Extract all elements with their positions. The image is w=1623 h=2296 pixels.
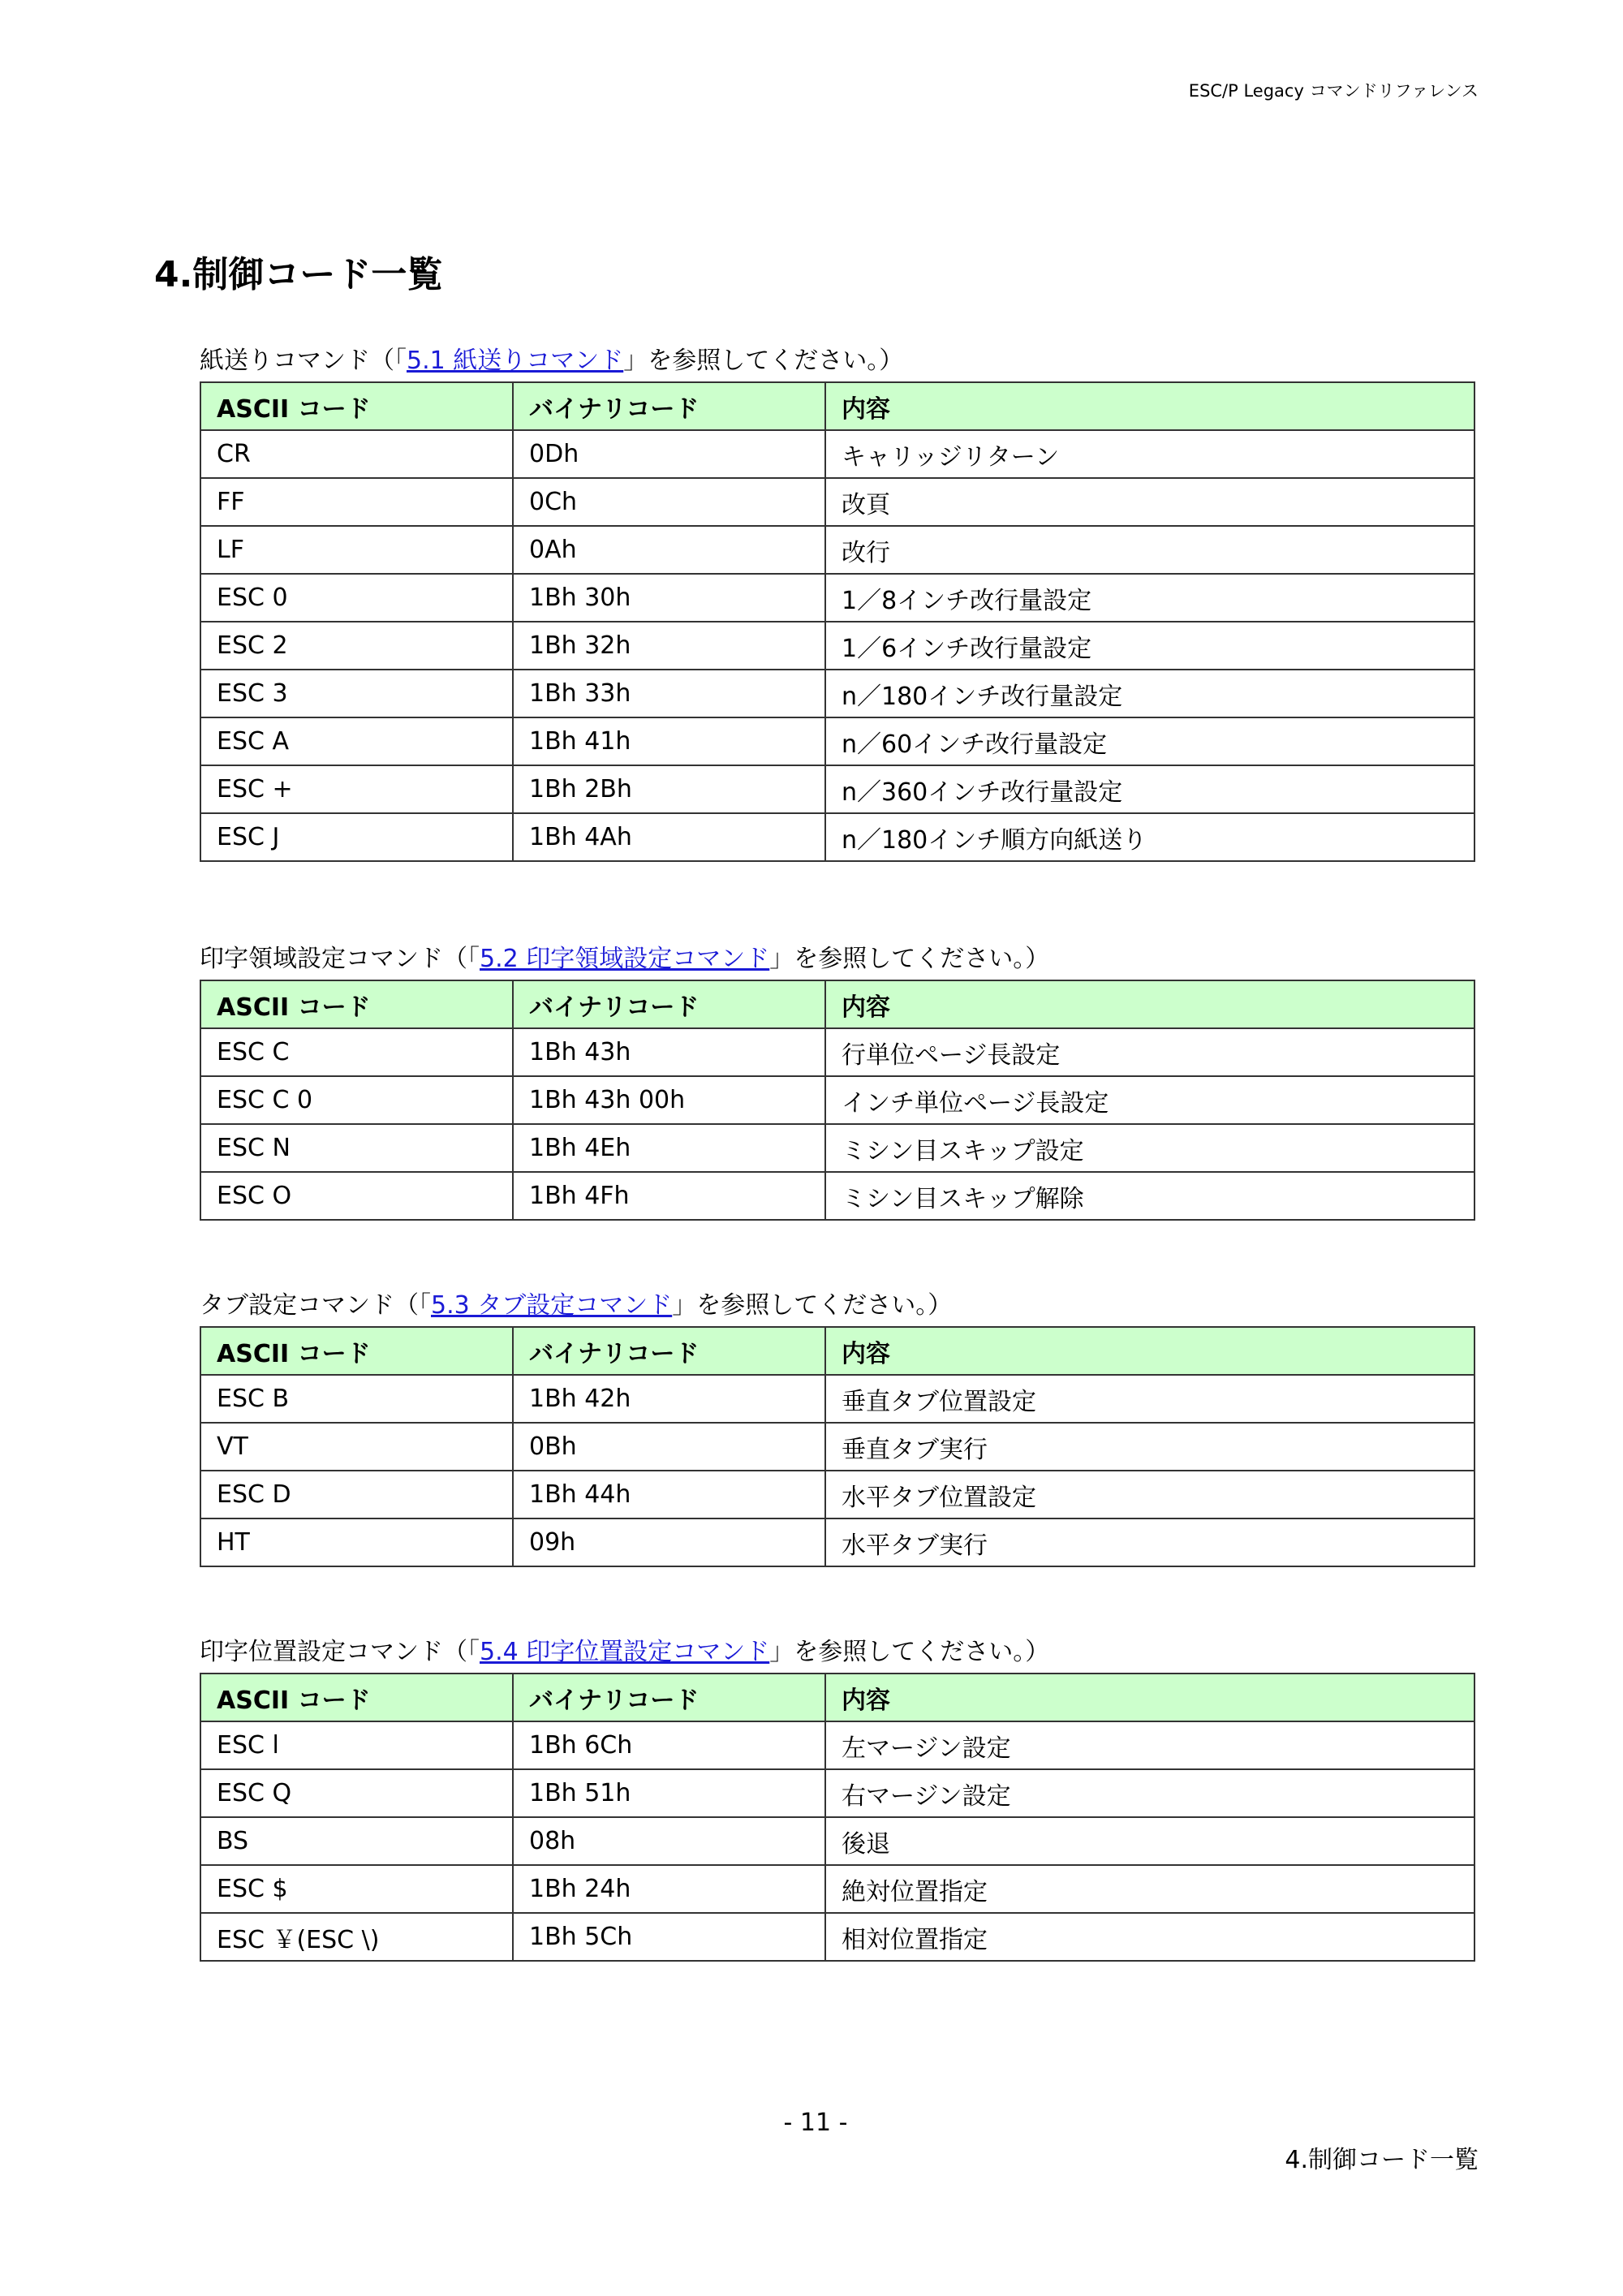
table-row [200, 717, 1474, 765]
binary-code-cell: 1Bh 4Fh [513, 1172, 825, 1220]
ascii-code-cell: ESC + [200, 765, 513, 813]
description-cell: n／180インチ順方向紙送り [825, 813, 1474, 861]
binary-code-cell: 1Bh 6Ch [513, 1721, 825, 1769]
binary-code-cell: 1Bh 42h [513, 1375, 825, 1423]
description-cell: n／60インチ改行量設定 [825, 717, 1474, 765]
table-row [200, 1817, 1474, 1865]
control-code-table [200, 1673, 1475, 1962]
column-header-binary: バイナリコード [513, 1327, 825, 1375]
section-reference-link[interactable]: 5.1 紙送りコマンド [407, 347, 624, 375]
description-cell: 1／6インチ改行量設定 [825, 622, 1474, 670]
description-cell: 左マージン設定 [825, 1721, 1474, 1769]
binary-code-cell: 1Bh 44h [513, 1471, 825, 1518]
table-row [200, 1076, 1474, 1124]
section-reference-link[interactable]: 5.2 印字領域設定コマンド [480, 945, 770, 973]
description-cell: 垂直タブ実行 [825, 1423, 1474, 1471]
binary-code-cell: 0Ch [513, 478, 825, 526]
section-paper-feed [200, 346, 1474, 862]
ascii-code-cell: ESC Q [200, 1769, 513, 1817]
table-row [200, 670, 1474, 717]
section-print-area [200, 944, 1474, 1221]
binary-code-cell: 1Bh 43h [513, 1028, 825, 1076]
description-cell: 改頁 [825, 478, 1474, 526]
column-header-description: 内容 [825, 382, 1474, 430]
column-header-binary: バイナリコード [513, 382, 825, 430]
caption-prefix: 印字位置設定コマンド（「 [200, 1638, 480, 1666]
binary-code-cell: 1Bh 33h [513, 670, 825, 717]
section-reference-link[interactable]: 5.3 タブ設定コマンド [431, 1291, 673, 1320]
section-print-position [200, 1637, 1474, 1962]
description-cell: 後退 [825, 1817, 1474, 1865]
ascii-code-cell: LF [200, 526, 513, 574]
ascii-code-cell: ESC 0 [200, 574, 513, 622]
ascii-code-cell: ESC l [200, 1721, 513, 1769]
description-cell: 行単位ページ長設定 [825, 1028, 1474, 1076]
ascii-code-cell: ESC J [200, 813, 513, 861]
description-cell: インチ単位ページ長設定 [825, 1076, 1474, 1124]
ascii-code-cell: ESC D [200, 1471, 513, 1518]
table-row [200, 430, 1474, 478]
ascii-code-cell: ESC C [200, 1028, 513, 1076]
page-number: - 11 - [783, 2109, 848, 2137]
binary-code-cell: 09h [513, 1518, 825, 1566]
table-row [200, 526, 1474, 574]
control-code-table [200, 381, 1475, 862]
caption-prefix: タブ設定コマンド（「 [200, 1291, 431, 1320]
table-row [200, 1423, 1474, 1471]
caption-suffix: 」を参照してください。） [769, 1638, 1050, 1666]
binary-code-cell: 0Ah [513, 526, 825, 574]
control-code-table [200, 1326, 1475, 1567]
table-row [200, 1172, 1474, 1220]
table-row [200, 1375, 1474, 1423]
table-row [200, 765, 1474, 813]
column-header-ascii: ASCII コード [200, 1327, 513, 1375]
caption-prefix: 紙送りコマンド（「 [200, 347, 407, 375]
column-header-description: 内容 [825, 1327, 1474, 1375]
description-cell: キャリッジリターン [825, 430, 1474, 478]
section-caption [200, 1637, 1474, 1668]
footer-chapter: 4.制御コード一覧 [1285, 2146, 1479, 2174]
caption-suffix: 」を参照してください。） [672, 1291, 953, 1320]
table-header-row [200, 382, 1474, 430]
ascii-code-cell: ESC $ [200, 1865, 513, 1913]
table-row [200, 1721, 1474, 1769]
ascii-code-cell: CR [200, 430, 513, 478]
table-row [200, 478, 1474, 526]
table-row [200, 1865, 1474, 1913]
description-cell: ミシン目スキップ設定 [825, 1124, 1474, 1172]
ascii-code-cell: ESC C 0 [200, 1076, 513, 1124]
description-cell: n／180インチ改行量設定 [825, 670, 1474, 717]
binary-code-cell: 1Bh 4Ah [513, 813, 825, 861]
table-header-row [200, 1327, 1474, 1375]
table-row [200, 1028, 1474, 1076]
section-caption [200, 1290, 1474, 1321]
column-header-binary: バイナリコード [513, 980, 825, 1028]
binary-code-cell: 1Bh 30h [513, 574, 825, 622]
control-code-table [200, 980, 1475, 1221]
binary-code-cell: 1Bh 24h [513, 1865, 825, 1913]
section-reference-link[interactable]: 5.4 印字位置設定コマンド [480, 1638, 770, 1666]
description-cell: 水平タブ実行 [825, 1518, 1474, 1566]
column-header-ascii: ASCII コード [200, 980, 513, 1028]
column-header-ascii: ASCII コード [200, 1674, 513, 1721]
description-cell: 垂直タブ位置設定 [825, 1375, 1474, 1423]
section-tab-settings [200, 1290, 1474, 1567]
description-cell: 1／8インチ改行量設定 [825, 574, 1474, 622]
running-header: ESC/P Legacy コマンドリファレンス [1188, 81, 1479, 101]
caption-prefix: 印字領域設定コマンド（「 [200, 945, 480, 973]
column-header-binary: バイナリコード [513, 1674, 825, 1721]
caption-suffix: 」を参照してください。） [623, 347, 904, 375]
table-row [200, 1518, 1474, 1566]
description-cell: 右マージン設定 [825, 1769, 1474, 1817]
column-header-description: 内容 [825, 1674, 1474, 1721]
ascii-code-cell: ESC O [200, 1172, 513, 1220]
binary-code-cell: 1Bh 51h [513, 1769, 825, 1817]
description-cell: 絶対位置指定 [825, 1865, 1474, 1913]
ascii-code-cell: ESC 2 [200, 622, 513, 670]
table-row [200, 1769, 1474, 1817]
table-row [200, 1471, 1474, 1518]
ascii-code-cell: ESC A [200, 717, 513, 765]
ascii-code-cell: VT [200, 1423, 513, 1471]
description-cell: 水平タブ位置設定 [825, 1471, 1474, 1518]
description-cell: 相対位置指定 [825, 1913, 1474, 1961]
table-row [200, 622, 1474, 670]
table-header-row [200, 1674, 1474, 1721]
binary-code-cell: 1Bh 32h [513, 622, 825, 670]
ascii-code-cell: HT [200, 1518, 513, 1566]
ascii-code-cell: ESC 3 [200, 670, 513, 717]
column-header-description: 内容 [825, 980, 1474, 1028]
ascii-code-cell: ESC N [200, 1124, 513, 1172]
table-row [200, 1913, 1474, 1961]
ascii-code-cell: BS [200, 1817, 513, 1865]
ascii-code-cell: ESC ￥(ESC \) [200, 1913, 513, 1961]
binary-code-cell: 1Bh 41h [513, 717, 825, 765]
binary-code-cell: 1Bh 2Bh [513, 765, 825, 813]
description-cell: 改行 [825, 526, 1474, 574]
table-row [200, 1124, 1474, 1172]
binary-code-cell: 0Dh [513, 430, 825, 478]
page-title: 4.制御コード一覧 [154, 254, 443, 295]
caption-suffix: 」を参照してください。） [769, 945, 1050, 973]
table-row [200, 574, 1474, 622]
ascii-code-cell: ESC B [200, 1375, 513, 1423]
binary-code-cell: 0Bh [513, 1423, 825, 1471]
section-caption [200, 944, 1474, 975]
description-cell: n／360インチ改行量設定 [825, 765, 1474, 813]
table-header-row [200, 980, 1474, 1028]
ascii-code-cell: FF [200, 478, 513, 526]
section-caption [200, 346, 1474, 377]
table-row [200, 813, 1474, 861]
binary-code-cell: 08h [513, 1817, 825, 1865]
description-cell: ミシン目スキップ解除 [825, 1172, 1474, 1220]
column-header-ascii: ASCII コード [200, 382, 513, 430]
binary-code-cell: 1Bh 43h 00h [513, 1076, 825, 1124]
binary-code-cell: 1Bh 5Ch [513, 1913, 825, 1961]
binary-code-cell: 1Bh 4Eh [513, 1124, 825, 1172]
